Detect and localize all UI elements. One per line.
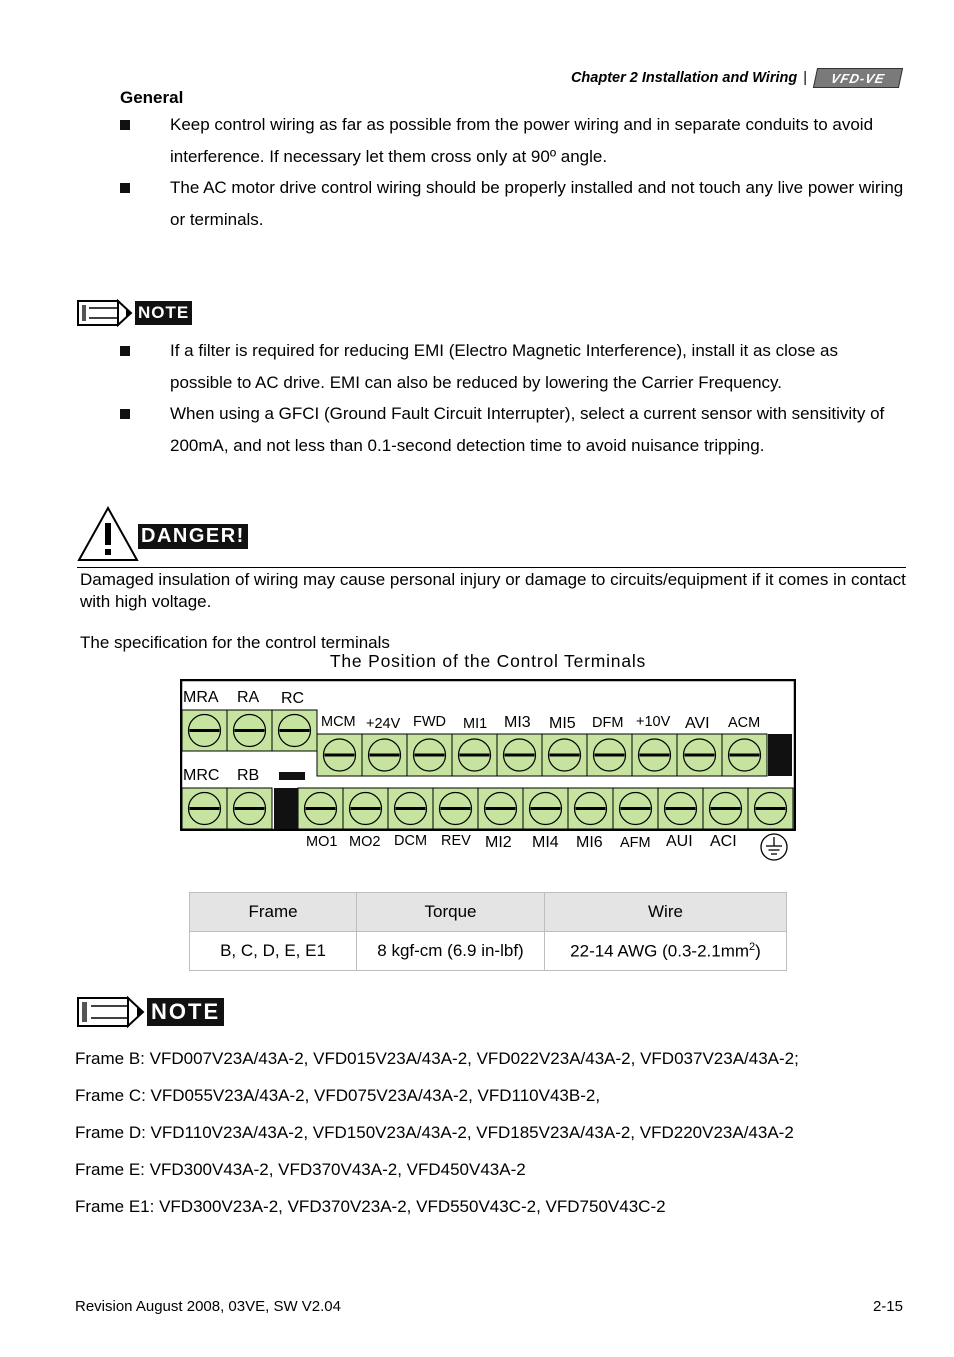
frame-c-list: Frame C: VFD055V23A/43A-2, VFD075V23A/43A-2, VFD110V43B-2, bbox=[75, 1086, 601, 1105]
bullet-text: When using a GFCI (Ground Fault Circuit Interrupter), select a current sensor with sensitivity of 200mA, and not less than 0.1-second detection time to avoid nuisance tripping. bbox=[170, 404, 885, 455]
bullet-text: Keep control wiring as far as possible from the power wiring and in separate conduits to avoid interference. If necessary let them cross only at 90º angle. bbox=[170, 115, 874, 166]
terminal-label-24v: +24V bbox=[366, 716, 401, 732]
terminal-label-rev: REV bbox=[441, 833, 471, 849]
terminal-label-rb: RB bbox=[237, 767, 260, 784]
pencil-icon bbox=[77, 995, 145, 1029]
general-heading: General bbox=[120, 88, 184, 107]
square-bullet-icon bbox=[120, 346, 130, 356]
vfd-ve-logo bbox=[813, 68, 903, 88]
bullet-text: The AC motor drive control wiring should be properly installed and not touch any live power wiring or terminals. bbox=[170, 178, 904, 229]
terminal-label-mi2: MI2 bbox=[485, 834, 512, 851]
terminal-board-drawing bbox=[180, 679, 796, 831]
table-row bbox=[190, 932, 787, 971]
terminal-label-rc: RC bbox=[281, 690, 305, 707]
terminal-label-avi: AVI bbox=[685, 715, 710, 732]
wire-superscript: 2 bbox=[749, 940, 756, 953]
note-badge-1 bbox=[77, 298, 192, 328]
page-number: 2-15 bbox=[872, 1298, 903, 1315]
footer-revision: Revision August 2008, 03VE, SW V2.04 bbox=[75, 1298, 341, 1315]
warning-triangle-icon bbox=[77, 506, 139, 562]
spec-table bbox=[189, 892, 787, 971]
terminal-label-mi5: MI5 bbox=[549, 715, 576, 732]
header-frame: Frame bbox=[190, 893, 357, 932]
note-label: NOTE bbox=[147, 998, 224, 1026]
cell-frame: B, C, D, E, E1 bbox=[190, 932, 357, 971]
terminal-label-aui: AUI bbox=[666, 833, 693, 850]
terminal-label-ra: RA bbox=[237, 689, 260, 706]
danger-label: DANGER! bbox=[138, 524, 248, 549]
control-terminal-board bbox=[180, 679, 796, 831]
terminal-label-dcm: DCM bbox=[394, 833, 428, 849]
cell-wire bbox=[545, 932, 787, 971]
terminal-label-dfm: DFM bbox=[592, 715, 624, 731]
terminal-label-mi6: MI6 bbox=[576, 834, 603, 851]
terminal-label-mo2: MO2 bbox=[349, 834, 381, 850]
terminal-label-10v: +10V bbox=[636, 714, 671, 730]
bottom-terminal-labels bbox=[180, 831, 796, 865]
terminal-label-mo1: MO1 bbox=[306, 834, 338, 850]
terminal-label-mra: MRA bbox=[183, 689, 219, 706]
terminal-label-acm: ACM bbox=[728, 715, 761, 731]
terminal-label-mcm: MCM bbox=[321, 714, 356, 730]
table-header-row bbox=[190, 893, 787, 932]
frame-e1-list: Frame E1: VFD300V23A-2, VFD370V23A-2, VFD550V43C-2, VFD750V43C-2 bbox=[75, 1197, 666, 1216]
square-bullet-icon bbox=[120, 120, 130, 130]
terminal-label-mi3: MI3 bbox=[504, 714, 531, 731]
header-torque: Torque bbox=[357, 893, 545, 932]
frame-e-list: Frame E: VFD300V43A-2, VFD370V43A-2, VFD450V43A-2 bbox=[75, 1160, 526, 1179]
wire-text: 22-14 AWG (0.3-2.1mm bbox=[570, 941, 750, 961]
cell-torque: 8 kgf-cm (6.9 in-lbf) bbox=[357, 932, 545, 971]
bullet-text: If a filter is required for reducing EMI (Electro Magnetic Interference), install it as close as possible to AC drive. EMI can also be reduced by lowering the Carrier Frequency. bbox=[170, 341, 838, 392]
header-separator: | bbox=[803, 70, 807, 86]
note-label: NOTE bbox=[135, 301, 192, 325]
danger-text: Damaged insulation of wiring may cause personal injury or damage to circuits/equipment if it comes in contact with high voltage. bbox=[80, 570, 906, 611]
note-badge-2 bbox=[77, 995, 224, 1029]
ground-icon bbox=[758, 831, 790, 863]
pencil-icon bbox=[77, 298, 133, 328]
terminal-label-mi4: MI4 bbox=[532, 834, 559, 851]
header-wire: Wire bbox=[545, 893, 787, 932]
terminal-label-mrc: MRC bbox=[183, 767, 220, 784]
logo-text: VFD-VE bbox=[829, 70, 887, 86]
terminal-label-fwd: FWD bbox=[413, 714, 447, 730]
square-bullet-icon bbox=[120, 409, 130, 419]
wire-text-close: ) bbox=[755, 941, 761, 961]
terminal-label-aci: ACI bbox=[710, 833, 737, 850]
danger-divider bbox=[77, 567, 906, 568]
terminal-label-mi1: MI1 bbox=[463, 716, 488, 732]
terminal-label-afm: AFM bbox=[620, 835, 651, 851]
square-bullet-icon bbox=[120, 183, 130, 193]
frame-d-list: Frame D: VFD110V23A/43A-2, VFD150V23A/43A-2, VFD185V23A/43A-2, VFD220V23A/43A-2 bbox=[75, 1123, 794, 1142]
page-header bbox=[571, 68, 901, 88]
frame-b-list: Frame B: VFD007V23A/43A-2, VFD015V23A/43A-2, VFD022V23A/43A-2, VFD037V23A/43A-2; bbox=[75, 1049, 799, 1068]
diagram-title: The Position of the Control Terminals bbox=[329, 651, 647, 671]
chapter-title: Chapter 2 Installation and Wiring bbox=[570, 70, 798, 86]
spec-intro: The specification for the control terminals bbox=[80, 633, 390, 652]
